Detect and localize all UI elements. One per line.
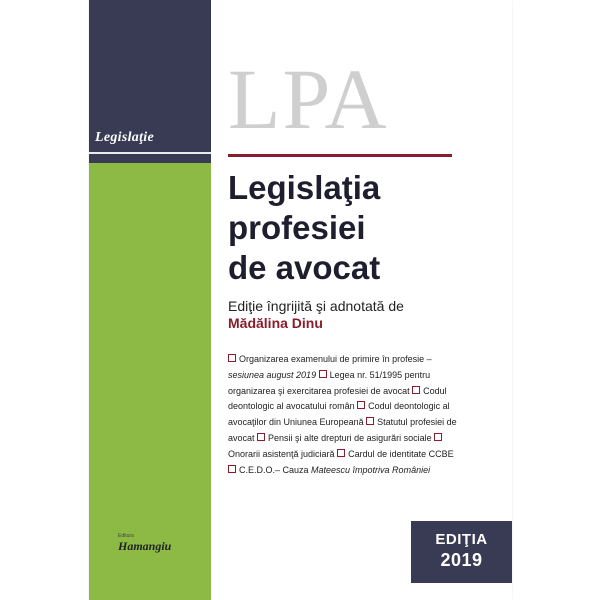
publisher-logo	[118, 533, 198, 554]
contents-item: Legea nr. 51/1995 pentru organizarea şi exercitarea profesiei de avocat	[228, 369, 431, 396]
checkbox-bullet-icon	[319, 370, 327, 378]
series-label: Legislaţie	[95, 130, 154, 145]
checkbox-bullet-icon	[434, 433, 442, 441]
author-name: Mădălina Dinu	[228, 315, 323, 331]
checkbox-bullet-icon	[357, 401, 365, 409]
edition-badge-year: 2019	[440, 550, 483, 570]
contents-item: Organizarea examenului de primire în profesie – sesiunea august 2019	[228, 354, 432, 380]
contents-item: C.E.D.O.– Cauza Mateescu împotriva României	[228, 465, 430, 475]
title-line-3: de avocat	[228, 249, 381, 286]
contents-list	[228, 352, 458, 478]
edition-note: Ediţie îngrijită şi adnotată de	[228, 298, 404, 314]
checkbox-bullet-icon	[228, 465, 236, 473]
title-divider	[228, 154, 452, 157]
contents-item: Pensii şi alte drepturi de asigurări sociale	[257, 433, 434, 443]
edition-badge	[411, 521, 512, 583]
publisher-tag: Editura	[118, 533, 134, 539]
publisher-name: Hamangiu	[118, 539, 172, 553]
contents-item: Onorarii asistenţă judiciară	[228, 433, 445, 459]
book-title	[228, 168, 488, 288]
contents-item: Cardul de identitate CCBE	[337, 449, 454, 459]
checkbox-bullet-icon	[257, 433, 265, 441]
checkbox-bullet-icon	[228, 354, 236, 362]
checkbox-bullet-icon	[412, 386, 420, 394]
contents-item: Statutul profesiei de avocat	[228, 417, 457, 443]
edition-badge-label: EDIŢIA	[435, 531, 488, 548]
brand-logo: LPA	[228, 51, 389, 147]
checkbox-bullet-icon	[366, 417, 374, 425]
title-line-2: profesiei	[228, 209, 366, 246]
title-line-1: Legislaţia	[228, 169, 381, 206]
contents-item: Codul deontologic al avocatului român	[228, 385, 447, 412]
contents-item: Codul deontologic al avocaţilor din Uniunea Europeană	[228, 401, 450, 428]
series-divider	[89, 152, 211, 154]
checkbox-bullet-icon	[337, 449, 345, 457]
